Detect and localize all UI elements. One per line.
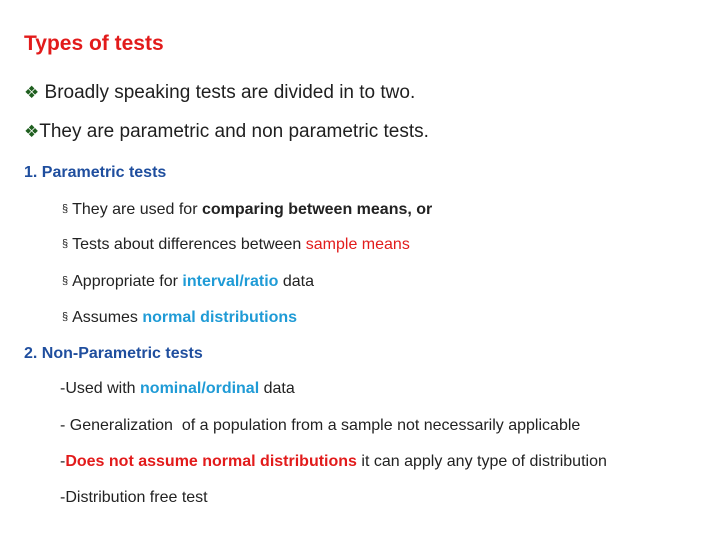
- nonparametric-item: - Generalization of a population from a sample not necessarily applicable: [60, 417, 581, 434]
- emphasis: comparing between means, or: [201, 201, 433, 218]
- nonparametric-item: -Does not assume normal distributions it can apply any type of distribution: [60, 453, 607, 470]
- parametric-item: § Tests about differences between sample means: [62, 236, 410, 253]
- emphasis: nominal/ordinal: [140, 380, 260, 397]
- parametric-heading: 1. Parametric tests: [24, 164, 167, 181]
- intro-line-2-text: They are parametric and non parametric tests.: [39, 121, 429, 142]
- parametric-item: § Appropriate for interval/ratio data: [62, 273, 315, 290]
- emphasis: interval/ratio: [182, 273, 279, 290]
- parametric-item: § They are used for comparing between means, or: [62, 201, 433, 218]
- emphasis: sample means: [305, 236, 410, 253]
- nonparametric-item: -Used with nominal/ordinal data: [60, 380, 295, 397]
- intro-line-2: [24, 121, 429, 143]
- square-bullet-icon: §: [62, 238, 69, 250]
- intro-line-1: [24, 82, 415, 104]
- slide-title: Types of tests: [24, 32, 164, 55]
- parametric-item: § Assumes normal distributions: [62, 309, 298, 326]
- nonparametric-heading: 2. Non-Parametric tests: [24, 345, 203, 362]
- square-bullet-icon: §: [62, 275, 69, 287]
- square-bullet-icon: §: [62, 311, 69, 323]
- intro-line-1-text: Broadly speaking tests are divided in to two.: [44, 82, 416, 103]
- diamond-bullet-icon: ❖: [24, 122, 40, 141]
- square-bullet-icon: §: [62, 203, 69, 215]
- emphasis: Does not assume normal distributions: [65, 453, 357, 470]
- nonparametric-item: -Distribution free test: [60, 489, 208, 506]
- emphasis: normal distributions: [142, 309, 298, 326]
- diamond-bullet-icon: ❖: [24, 83, 40, 102]
